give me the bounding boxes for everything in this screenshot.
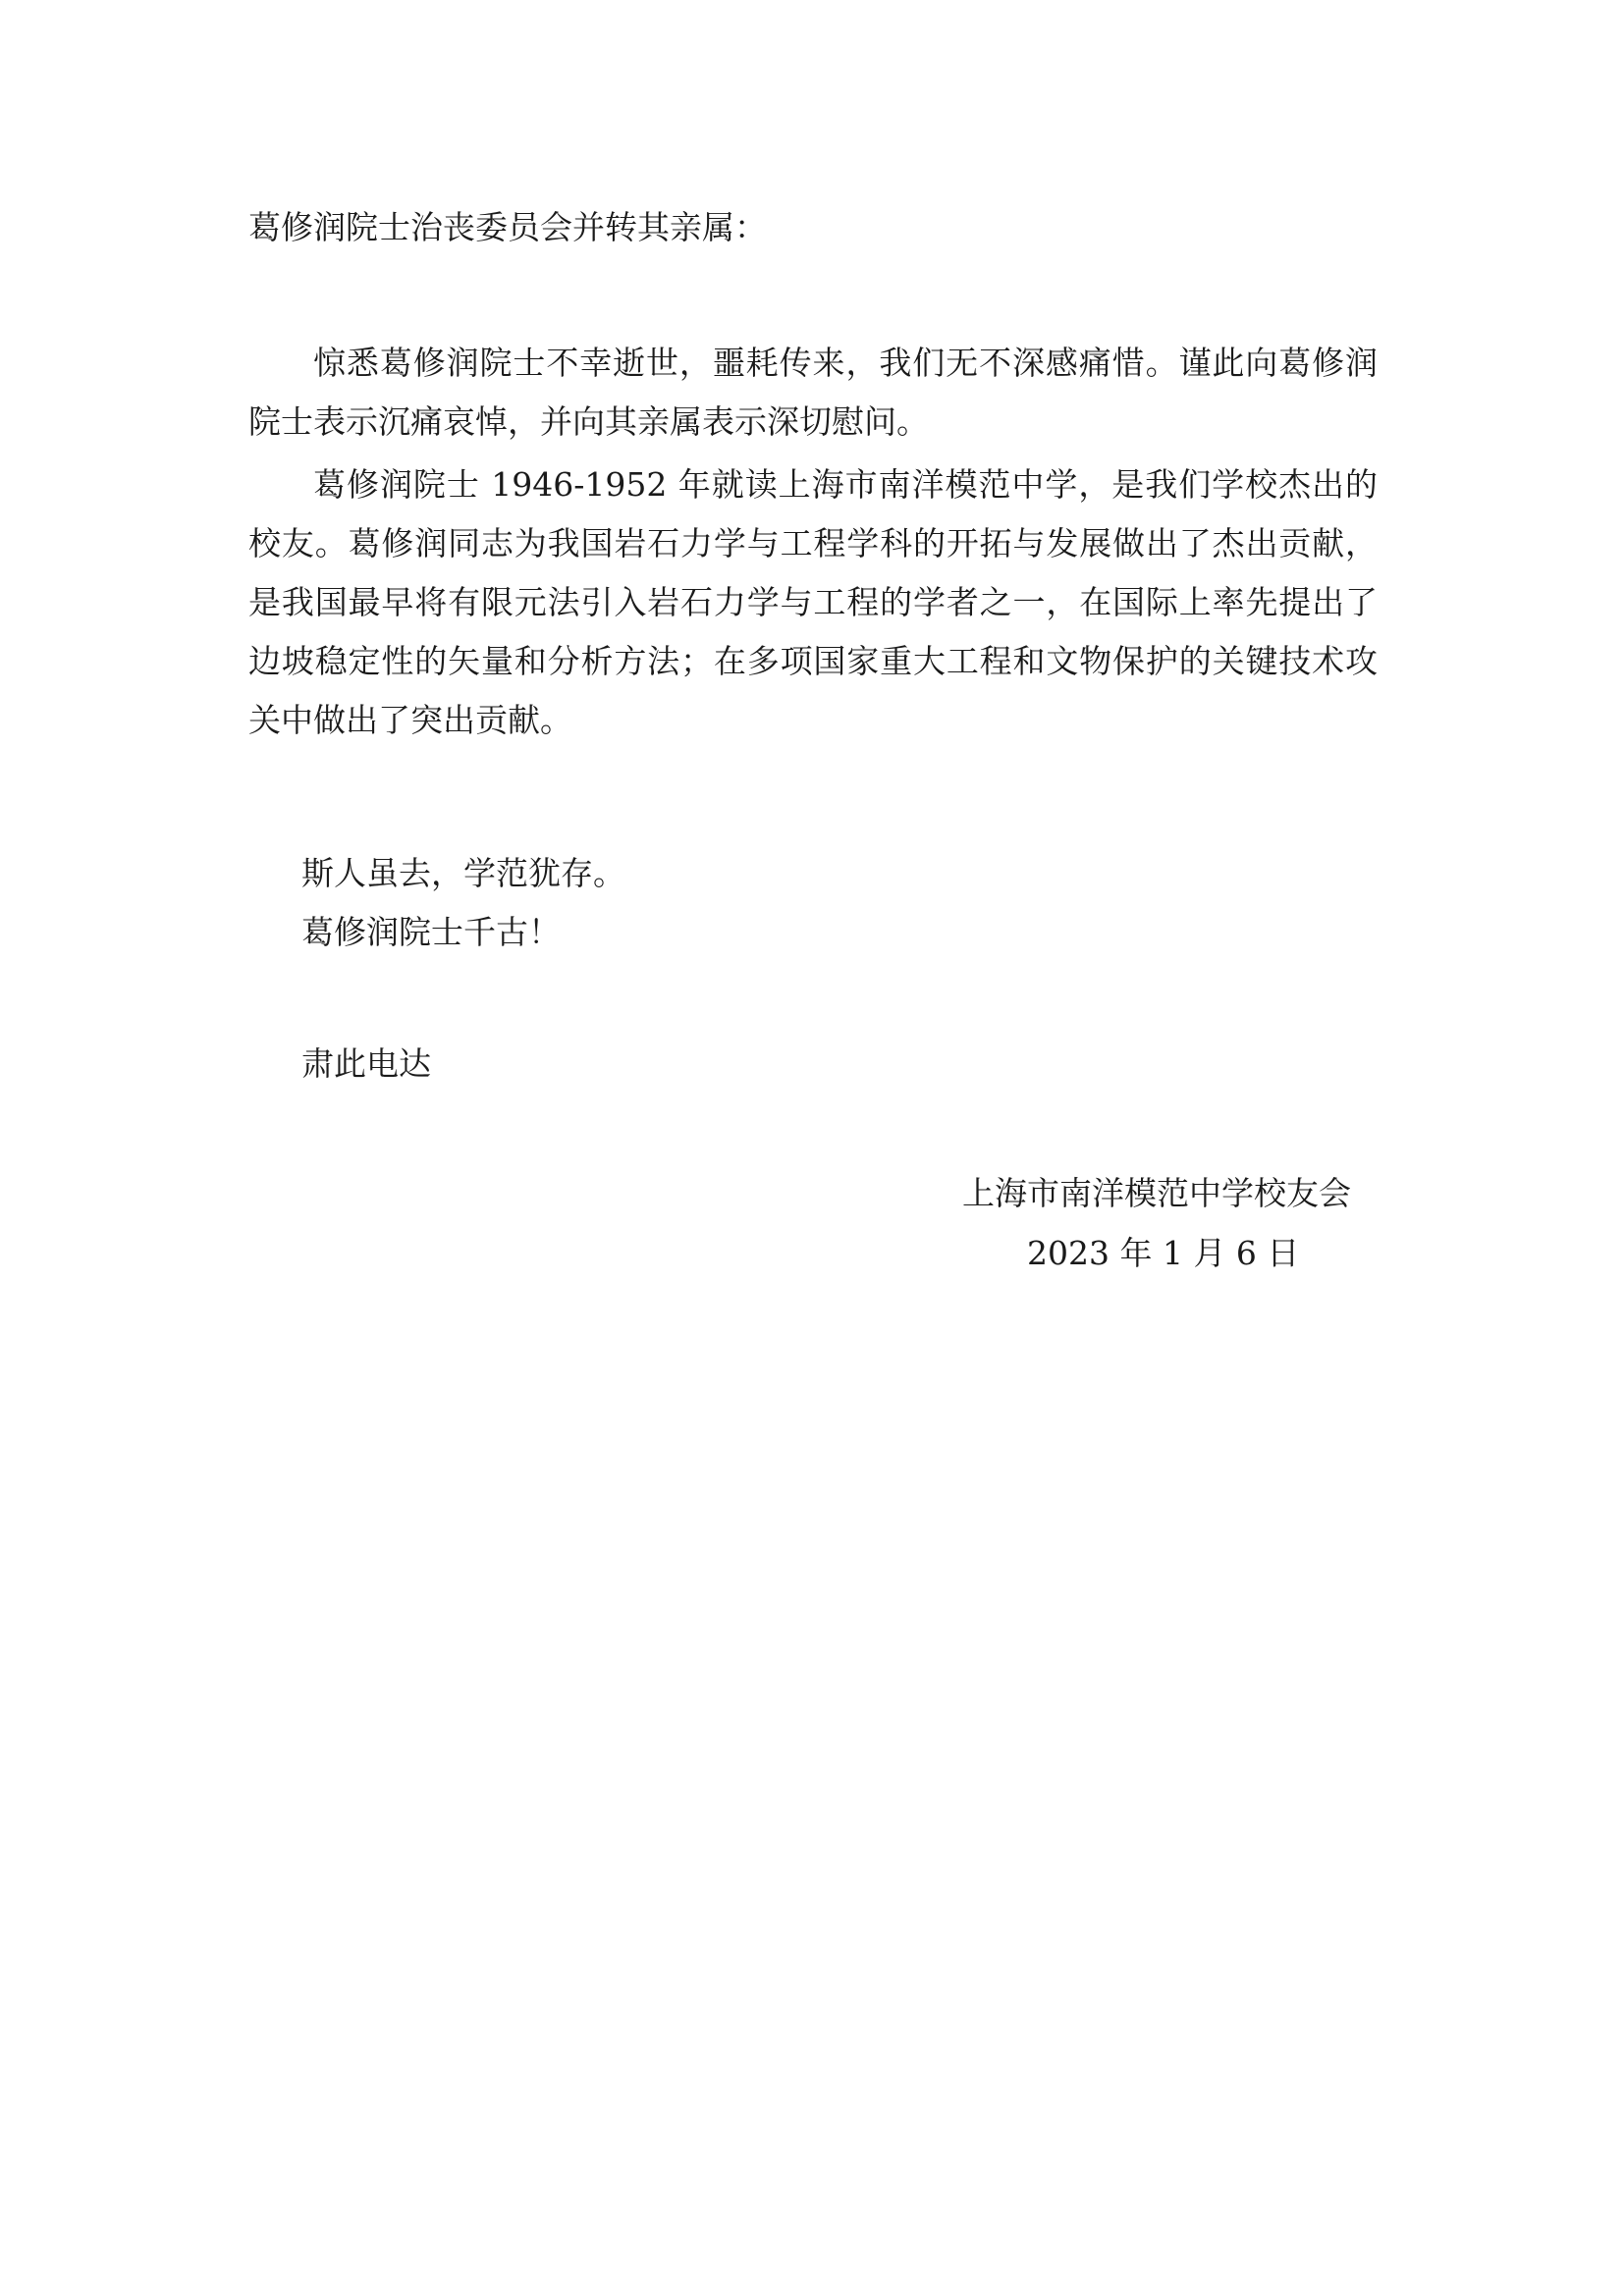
closing-line: 葛修润院士千古！ xyxy=(301,913,561,951)
signature-organization: 上海市南洋模范中学校友会 xyxy=(962,1174,1351,1212)
biography-paragraph: 葛修润院士 1946-1952 年就读上海市南洋模范中学，是我们学校杰出的校友。葛修润同志为我国岩石力学与工程学科的开拓与发展做出了杰出贡献，是我国最早将有限元法引入岩石力学与工程的学者之一，在国际上率先提出了边坡稳定性的矢量和分析方法；在多项国家重大工程和文物保护的关键技术攻关中做出了突出贡献。 xyxy=(248,465,1378,739)
closing-line: 斯人虽去，学范犹存。 xyxy=(301,854,625,892)
condolence-paragraph: 惊悉葛修润院士不幸逝世，噩耗传来，我们无不深感痛惜。谨此向葛修润院士表示沉痛哀悼，并向其亲属表示深切慰问。 xyxy=(248,344,1378,441)
salutation: 葛修润院士治丧委员会并转其亲属： xyxy=(248,208,767,246)
closing-remark: 肃此电达 xyxy=(301,1044,431,1083)
signature-date: 2023 年 1 月 6 日 xyxy=(1027,1234,1300,1272)
